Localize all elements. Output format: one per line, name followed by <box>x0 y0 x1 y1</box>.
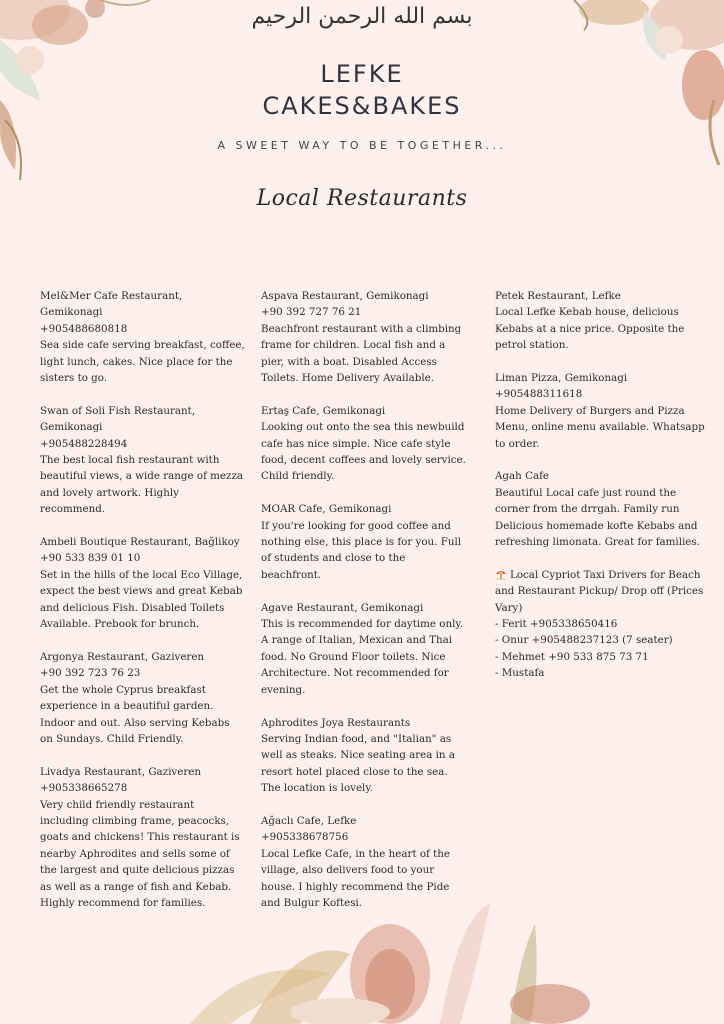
restaurant-name: Liman Pizza, Gemikonagi <box>495 372 628 385</box>
restaurant-description: Sea side cafe serving breakfast, coffee, light lunch, cakes. Nice place for the sisters to go. <box>40 339 245 385</box>
section-title: Local Restaurants <box>256 186 468 211</box>
restaurant-name: Swan of Soli Fish Restaurant, Gemikonagi <box>40 404 196 434</box>
restaurant-description: Beachfront restaurant with a climbing frame for children. Local fish and a pier, with a boat. Disabled Access Toilets. Home Delivery Available. <box>261 322 462 385</box>
restaurant-entry <box>261 501 466 583</box>
restaurant-description: If you're looking for good coffee and nothing else, this place is for you. Full of students and close to the beachfront. <box>261 519 462 581</box>
restaurant-entry <box>40 288 245 386</box>
restaurant-description: Local Lefke Cafe, in the heart of the village, also delivers food to your house. I highly recommend the Pide and Bulgur Koftesi. <box>261 847 451 909</box>
beach-umbrella-icon <box>495 568 507 580</box>
restaurant-name: Ertaş Cafe, Gemikonagi <box>261 404 386 417</box>
restaurant-phone: +905338665278 <box>40 782 128 795</box>
restaurant-phone: +90 392 727 76 21 <box>261 306 362 319</box>
bismillah-calligraphy: بسم الله الرحمن الرحيم <box>251 4 473 29</box>
restaurant-entry <box>261 288 466 386</box>
restaurant-entry <box>40 764 245 912</box>
restaurant-column-3 <box>495 288 705 682</box>
restaurant-entry <box>40 403 245 518</box>
restaurant-phone: +90 533 839 01 10 <box>40 552 141 565</box>
restaurant-phone: +905338678756 <box>261 831 349 844</box>
brand-logo <box>0 58 724 122</box>
restaurant-description: Set in the hills of the local Eco Village, expect the best views and great Kebab and delicious Fish. Disabled Toilets Available. Prebook for brunch. <box>40 568 243 631</box>
brand-name-line1: LEFKE <box>320 60 404 88</box>
restaurant-entry <box>261 813 466 911</box>
restaurant-description: Beautiful Local cafe just round the corner from the drrgah. Family run Delicious homemade kofte Kebabs and refreshing limonata. Great for families. <box>495 486 700 549</box>
restaurant-description: Serving Indian food, and "Italian" as well as steaks. Nice seating area in a resort hotel placed close to the sea. The location is lovely. <box>261 732 455 795</box>
restaurant-name: Mel&Mer Cafe Restaurant, Gemikonagi <box>40 290 183 319</box>
restaurant-name: MOAR Cafe, Gemikonagi <box>261 503 392 516</box>
restaurant-entry <box>40 649 245 747</box>
restaurant-name: Argonya Restaurant, Gaziveren <box>40 650 205 663</box>
restaurant-phone: +905488311618 <box>495 388 583 401</box>
restaurant-entry <box>40 534 245 632</box>
restaurant-name: Agah Cafe <box>495 470 549 483</box>
restaurant-description: This is recommended for daytime only. A range of Italian, Mexican and Thai food. No Ground Floor toilets. Nice Architecture. Not recommended for evening. <box>261 618 464 696</box>
restaurant-entry <box>495 288 705 354</box>
restaurant-description: Home Delivery of Burgers and Pizza Menu, online menu available. Whatsapp to order. <box>495 404 705 450</box>
restaurant-phone: +90 392 723 76 23 <box>40 667 141 680</box>
restaurant-description: Local Lefke Kebab house, delicious Kebabs at a nice price. Opposite the petrol station. <box>495 306 685 352</box>
restaurant-entry <box>261 600 466 698</box>
restaurant-description: Get the whole Cyprus breakfast experience in a beautiful garden. Indoor and out. Also serving Kebabs on Sundays. Child Friendly. <box>40 683 230 745</box>
taxi-driver: - Ferit +905338650416 <box>495 618 618 631</box>
taxi-heading-text: Local Cypriot Taxi Drivers for Beach and Restaurant Pickup/ Drop off (Prices Vary) <box>495 568 704 614</box>
restaurant-entry <box>261 715 466 797</box>
restaurant-phone: +905488228494 <box>40 437 128 450</box>
restaurant-description: The best local fish restaurant with beautiful views, a wide range of mezza and lovely artwork. Highly recommend. <box>40 454 244 516</box>
restaurant-name: Aphrodites Joya Restaurants <box>261 716 411 729</box>
restaurant-name: Ambeli Boutique Restaurant, Bağlikoy <box>40 536 240 549</box>
restaurant-description: Very child friendly restaurant including climbing frame, peacocks, goats and chickens! This restaurant is nearby Aphrodites and sells some of the largest and quite delicious pizzas as well as a range of fish and Kebab. Highly recommend for families. <box>40 798 240 909</box>
restaurant-entry <box>261 403 466 485</box>
restaurant-column-2 <box>261 288 466 928</box>
restaurant-name: Aspava Restaurant, Gemikonagi <box>261 290 429 302</box>
restaurant-phone: +905488680818 <box>40 322 128 335</box>
restaurant-name: Livadya Restaurant, Gaziveren <box>40 765 201 778</box>
taxi-driver: - Mustafa <box>495 667 545 680</box>
taxi-driver: - Onur +905488237123 (7 seater) <box>495 634 673 647</box>
taxi-heading <box>495 567 705 616</box>
brand-name-line2: CAKES&BAKES <box>262 92 462 120</box>
taxi-drivers-section <box>495 567 705 682</box>
restaurant-entry <box>495 468 705 550</box>
restaurant-description: Looking out onto the sea this newbuild cafe has nice simple. Nice cafe style food, decent coffees and lovely service. Child friendly. <box>261 421 466 483</box>
restaurant-column-1 <box>40 288 245 928</box>
tagline: A SWEET WAY TO BE TOGETHER... <box>217 139 507 152</box>
restaurant-name: Ağaclı Cafe, Lefke <box>261 814 357 827</box>
restaurant-name: Petek Restaurant, Lefke <box>495 290 621 302</box>
restaurant-name: Agave Restaurant, Gemikonagi <box>261 601 424 614</box>
restaurant-entry <box>495 370 705 452</box>
taxi-driver: - Mehmet +90 533 875 73 71 <box>495 650 649 663</box>
